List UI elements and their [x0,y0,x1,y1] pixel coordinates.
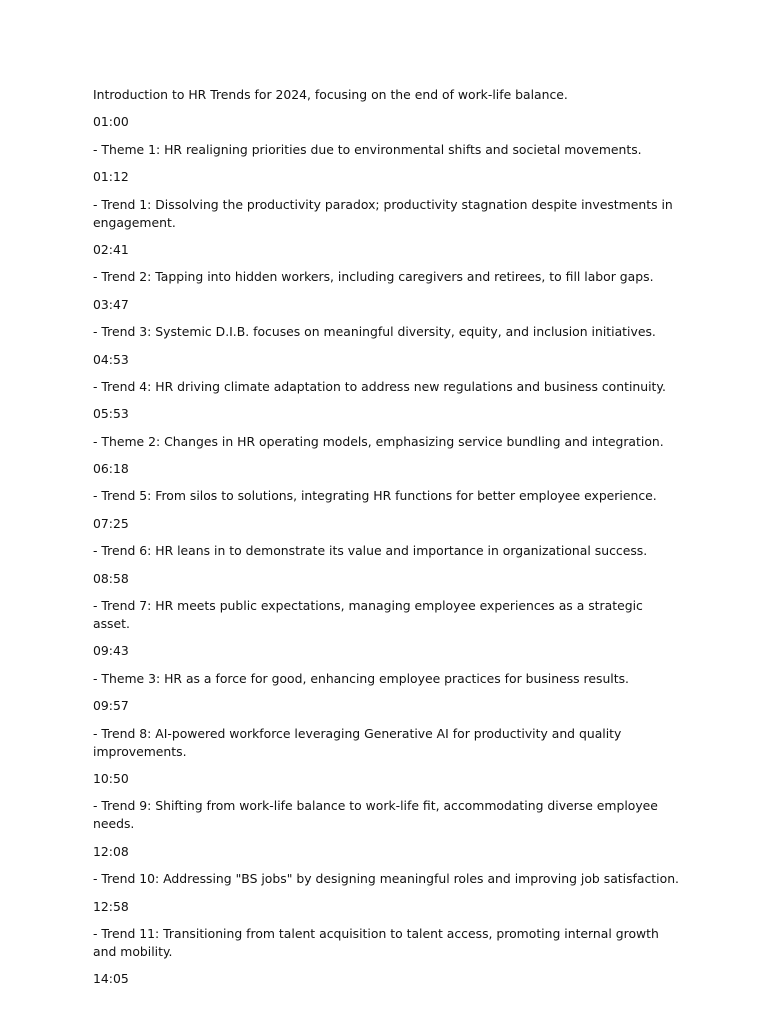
timestamp: 10:50 [93,770,129,786]
trend-item: - Trend 7: HR meets public expectations, managing employee experiences as a strategic asset. [93,598,643,632]
intro-paragraph: Introduction to HR Trends for 2024, focusing on the end of work-life balance. [93,87,568,102]
trend-item: - Trend 1: Dissolving the productivity paradox; productivity stagnation despite investments in engagement. [93,196,673,230]
trend-item: - Trend 10: Addressing "BS jobs" by designing meaningful roles and improving job satisfaction. [93,871,679,887]
timestamp: 05:53 [93,406,129,422]
timestamp: 12:58 [93,898,129,914]
timestamp: 02:41 [93,241,129,257]
trend-item: - Trend 5: From silos to solutions, integrating HR functions for better employee experience. [93,488,657,504]
trend-item: - Trend 6: HR leans in to demonstrate its value and importance in organizational success. [93,543,648,559]
trend-item: - Trend 4: HR driving climate adaptation to address new regulations and business continuity. [93,378,666,394]
timestamp: 01:00 [93,114,129,130]
timestamp: 09:57 [93,698,129,714]
timestamp: 06:18 [93,461,129,477]
timestamp: 09:43 [93,643,129,659]
timestamp: 14:05 [93,971,129,987]
timestamp: 01:12 [93,169,129,185]
timestamp: 07:25 [93,515,129,531]
theme-item: - Theme 1: HR realigning priorities due to environmental shifts and societal movements. [93,141,642,157]
trend-item: - Trend 9: Shifting from work-life balance to work-life fit, accommodating diverse employee needs. [93,798,658,832]
timestamp: 04:53 [93,351,129,367]
trend-item: - Trend 2: Tapping into hidden workers, including caregivers and retirees, to fill labor gaps. [93,269,654,285]
theme-item: - Theme 2: Changes in HR operating models, emphasizing service bundling and integration. [93,433,664,449]
trend-item: - Trend 3: Systemic D.I.B. focuses on meaningful diversity, equity, and inclusion initiatives. [93,324,656,340]
timestamp: 08:58 [93,570,129,586]
theme-item: - Theme 3: HR as a force for good, enhancing employee practices for business results. [93,670,629,686]
timestamp: 03:47 [93,296,129,312]
trend-item: - Trend 11: Transitioning from talent acquisition to talent access, promoting internal growth and mobility. [93,925,659,959]
document-page [93,86,683,998]
timestamp: 12:08 [93,843,129,859]
trend-item: - Trend 8: AI-powered workforce leveraging Generative AI for productivity and quality improvements. [93,725,622,759]
